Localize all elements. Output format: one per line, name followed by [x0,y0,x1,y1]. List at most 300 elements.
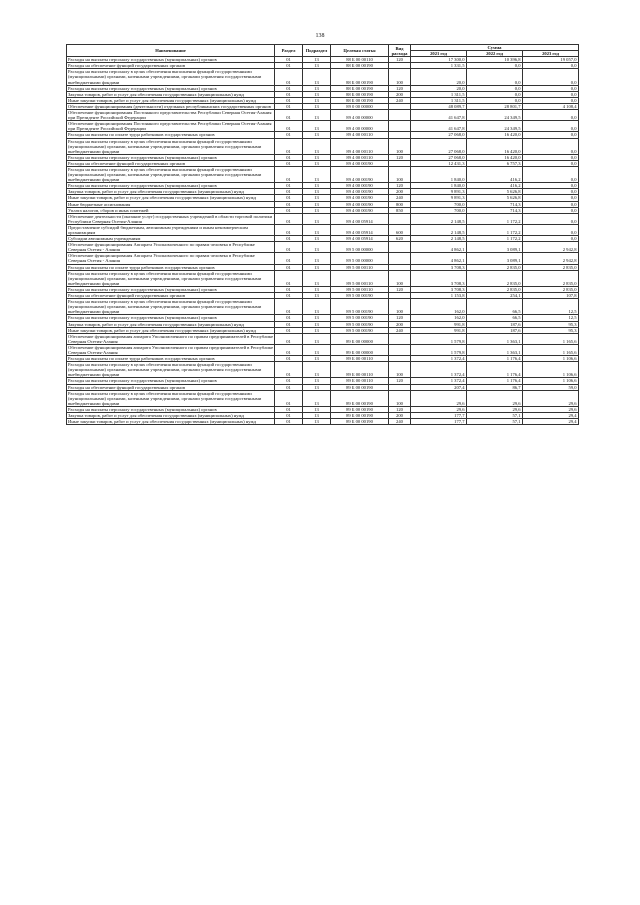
row-target-article: 89 5 00 00110 [331,270,389,286]
row-expense-type: 100 [389,138,411,154]
row-sum-2021: 41 647,8 [411,110,467,121]
row-target-article: 89 4 00 00000 [331,110,389,121]
row-target-article: 89 4 00 00190 [331,207,389,213]
row-sum-2021: 29,6 [411,390,467,406]
row-sum-2021: 3 708,3 [411,270,467,286]
row-podrazdel: 13 [303,384,331,390]
row-target-article: 89 4 00 00190 [331,183,389,189]
row-target-article: 89 4 00 00110 [331,132,389,138]
row-sum-2022: 2 835,0 [467,286,523,292]
row-podrazdel: 13 [303,207,331,213]
row-sum-2021: 27 068,0 [411,132,467,138]
row-sum-2023: 0,0 [523,224,579,235]
row-sum-2022: 16 420,0 [467,132,523,138]
row-expense-type: 120 [389,406,411,412]
row-sum-2022: 5 626,8 [467,195,523,201]
row-sum-2023: 12,5 [523,315,579,321]
row-sum-2023: 0,0 [523,63,579,69]
row-expense-type: 100 [389,299,411,315]
row-razdel: 01 [275,384,303,390]
row-podrazdel: 13 [303,57,331,63]
row-expense-type: 100 [389,166,411,182]
row-sum-2021: 3 708,3 [411,264,467,270]
row-sum-2022: 1 363,1 [467,333,523,344]
row-sum-2023: 0,0 [523,97,579,103]
row-name: Расходы на выплаты персоналу государственных (муниципальных) органов [67,57,275,63]
row-razdel: 01 [275,121,303,132]
row-sum-2021: 1 372,4 [411,356,467,362]
row-name: Субсидии автономным учреждениям [67,236,275,242]
row-sum-2023: 29,4 [523,419,579,425]
row-sum-2022: 57,1 [467,413,523,419]
row-target-article: 88 Б 00 00190 [331,63,389,69]
row-podrazdel: 13 [303,103,331,109]
row-sum-2021: 700,0 [411,207,467,213]
row-razdel: 01 [275,390,303,406]
row-name: Обеспечение функционирования Постоянного представительства Республики Северная Осетия-Алания при Президенте Российской Федерации [67,121,275,132]
row-name: Расходы на выплаты персоналу государственных (муниципальных) органов [67,154,275,160]
row-podrazdel: 13 [303,236,331,242]
row-sum-2023: 2 835,0 [523,264,579,270]
row-sum-2022: 2 835,0 [467,270,523,286]
row-target-article: 89 0 00 00000 [331,103,389,109]
table-row [67,121,579,132]
row-razdel: 01 [275,224,303,235]
row-sum-2023: 0,0 [523,160,579,166]
budget-table [66,44,579,425]
row-podrazdel: 13 [303,201,331,207]
table-row [67,333,579,344]
row-sum-2022: 5 626,8 [467,189,523,195]
row-sum-2021: 2 148,5 [411,236,467,242]
table-row [67,390,579,406]
row-sum-2023: 0,0 [523,213,579,224]
row-sum-2021: 20,0 [411,85,467,91]
row-expense-type: 200 [389,321,411,327]
row-podrazdel: 13 [303,315,331,321]
row-podrazdel: 13 [303,160,331,166]
row-expense-type: 100 [389,270,411,286]
row-name: Расходы на выплаты персоналу государственных (муниципальных) органов [67,406,275,412]
row-podrazdel: 13 [303,91,331,97]
row-sum-2022: 6 757,3 [467,160,523,166]
row-podrazdel: 13 [303,183,331,189]
row-sum-2023: 12,5 [523,299,579,315]
row-sum-2022: 0,0 [467,97,523,103]
row-name: Расходы на обеспечение функций государственных органов [67,160,275,166]
row-name: Расходы на обеспечение функций государственных органов [67,63,275,69]
row-name: Обеспечение функционирования аппарата Уполномоченного по правам предпринимателей в Республике Северная Осетия-Алания [68,344,273,355]
row-sum-2022: 10 396,8 [467,57,523,63]
row-sum-2023: 0,0 [523,189,579,195]
row-target-article: 89 4 00 00190 [331,201,389,207]
table-body [67,57,579,425]
row-razdel: 01 [275,201,303,207]
row-razdel: 01 [275,154,303,160]
row-expense-type: 200 [389,189,411,195]
row-sum-2023: 0,0 [523,138,579,154]
row-sum-2023: 1 106,6 [523,356,579,362]
row-razdel: 01 [275,69,303,85]
row-name: Уплата налогов, сборов и иных платежей [67,207,275,213]
row-expense-type: 800 [389,201,411,207]
row-sum-2021: 1 840,0 [411,166,467,182]
row-sum-2021: 27 068,0 [411,138,467,154]
row-sum-2022: 3 089,1 [467,253,523,264]
table-row [67,253,579,264]
row-target-article: 88 Б 00 00190 [331,69,389,85]
row-razdel: 01 [275,57,303,63]
row-name: Предоставление субсидий бюджетным, автономным учреждениям и иным некоммерческим организациям [67,224,275,235]
row-sum-2023: 4 108,4 [523,103,579,109]
row-target-article: 89 4 00 00110 [331,154,389,160]
row-sum-2022: 714,3 [467,201,523,207]
row-target-article: 89 5 00 00190 [331,315,389,321]
row-sum-2021: 177,7 [411,413,467,419]
row-sum-2022: 66,5 [467,315,523,321]
header-year-2022: 2022 год [467,51,523,57]
row-sum-2022: 0,0 [467,69,523,85]
row-sum-2022: 0,0 [467,63,523,69]
row-sum-2021: 1 579,8 [411,333,467,344]
table-header [67,45,579,57]
row-name: Расходы на выплаты персоналу в целях обеспечения выполнения функций государственными (муниципальными) органами, казенными учреждениями, органами управления государственными внебюджетными фондами [67,69,275,85]
row-sum-2021: 3 708,3 [411,286,467,292]
row-sum-2023: 0,0 [523,207,579,213]
row-target-article: 89 Б 00 00190 [331,413,389,419]
row-razdel: 01 [275,242,303,253]
row-sum-2023: 0,0 [523,183,579,189]
row-expense-type: 100 [389,390,411,406]
row-expense-type [389,253,411,264]
row-expense-type: 120 [389,154,411,160]
row-podrazdel: 13 [303,390,331,406]
row-name: Закупка товаров, работ и услуг для обеспечения государственных (муниципальных) нужд [67,91,275,97]
row-sum-2021: 1 331,5 [411,63,467,69]
row-sum-2023: 59,0 [523,384,579,390]
row-sum-2021: 41 647,8 [411,121,467,132]
row-sum-2021: 2 148,5 [411,213,467,224]
row-expense-type: 240 [389,195,411,201]
row-target-article: 88 Б 00 00190 [331,97,389,103]
row-podrazdel: 13 [303,327,331,333]
row-razdel: 01 [275,327,303,333]
row-razdel: 01 [275,362,303,378]
row-razdel: 01 [275,419,303,425]
row-podrazdel: 13 [303,419,331,425]
row-sum-2023: 0,0 [523,91,579,97]
row-podrazdel: 13 [303,344,331,355]
row-podrazdel: 13 [303,97,331,103]
row-target-article: 89 5 00 00190 [331,299,389,315]
row-sum-2022: 1 176,4 [467,378,523,384]
row-name: Расходы на выплаты персоналу государственных (муниципальных) органов [67,183,275,189]
row-sum-2022: 1 172,2 [467,236,523,242]
row-sum-2021: 162,0 [411,315,467,321]
row-sum-2022: 57,1 [467,419,523,425]
row-razdel: 01 [275,333,303,344]
row-expense-type [389,344,411,355]
row-expense-type: 200 [389,413,411,419]
row-name: Иные закупки товаров, работ и услуг для обеспечения государственных (муниципальных) нужд [67,195,275,201]
row-sum-2023: 2 942,8 [523,242,579,253]
row-expense-type: 120 [389,183,411,189]
row-podrazdel: 13 [303,293,331,299]
row-name: Расходы на выплаты персоналу в целях обеспечения выполнения функций государственными (муниципальными) органами, казенными учреждениями, органами управления государственными внебюджетными фондами [67,299,275,315]
row-sum-2023: 29,6 [523,406,579,412]
row-sum-2022: 187,6 [467,327,523,333]
row-sum-2021: 12 431,3 [411,160,467,166]
row-target-article: 89 5 00 00190 [331,327,389,333]
page-number: 138 [315,33,325,39]
row-podrazdel: 13 [303,213,331,224]
table-row [67,270,579,286]
row-sum-2023: 2 835,0 [523,286,579,292]
row-name: Расходы на выплаты персоналу в целях обеспечения выполнения функций государственными (муниципальными) органами, казенными учреждениями, органами управления государственными внебюджетными фондами [67,138,275,154]
row-target-article: 89 4 00 05914 [331,236,389,242]
row-podrazdel: 13 [303,132,331,138]
row-podrazdel: 13 [303,362,331,378]
row-razdel: 01 [275,270,303,286]
row-target-article: 89 4 00 00190 [331,166,389,182]
row-name: Иные закупки товаров, работ и услуг для обеспечения государственных (муниципальных) нужд [67,327,275,333]
row-target-article: 89 4 00 05914 [331,213,389,224]
row-razdel: 01 [275,103,303,109]
row-name: Иные закупки товаров, работ и услуг для обеспечения государственных (муниципальных) нужд [67,97,275,103]
row-expense-type: 850 [389,207,411,213]
row-expense-type: 600 [389,224,411,235]
header-podrazdel: Подраздел [303,45,331,57]
row-sum-2022: 29,6 [467,406,523,412]
row-razdel: 01 [275,356,303,362]
row-name: Обеспечение функционирования аппарата Уполномоченного по правам предпринимателей в Республике Северная Осетия-Алания [68,333,273,344]
row-podrazdel: 13 [303,413,331,419]
row-sum-2023: 1 165,6 [523,333,579,344]
header-sum: Сумма [411,45,579,51]
row-podrazdel: 13 [303,166,331,182]
row-expense-type [389,333,411,344]
row-razdel: 01 [275,195,303,201]
row-sum-2021: 991,8 [411,327,467,333]
row-podrazdel: 13 [303,299,331,315]
row-sum-2021: 20,0 [411,69,467,85]
table-row [67,213,579,224]
row-sum-2022: 1 363,1 [467,344,523,355]
row-razdel: 01 [275,132,303,138]
row-name: Расходы на выплаты персоналу в целях обеспечения выполнения функций государственными (муниципальными) органами, казенными учреждениями, органами управления государственными внебюджетными фондами [67,166,275,182]
row-sum-2021: 177,7 [411,419,467,425]
row-sum-2023: 0,0 [523,166,579,182]
row-razdel: 01 [275,63,303,69]
row-razdel: 01 [275,166,303,182]
row-podrazdel: 13 [303,121,331,132]
row-sum-2021: 1 372,4 [411,378,467,384]
row-name: Обеспечение функционирования Аппарата Уполномоченного по правам человека в Республике Северная Осетия - Алания [67,242,275,253]
row-name: Закупка товаров, работ и услуг для обеспечения государственных (муниципальных) нужд [67,189,275,195]
row-target-article: 88 Б 00 00110 [331,57,389,63]
header-razdel: Раздел [275,45,303,57]
row-razdel: 01 [275,344,303,355]
row-sum-2023: 0,0 [523,195,579,201]
row-razdel: 01 [275,406,303,412]
row-podrazdel: 13 [303,333,331,344]
row-name: Обеспечение функционирования (деятельности) отдельных республиканских государственных органов [67,103,275,109]
row-name: Расходы на обеспечение функций государственных органов [67,293,275,299]
row-expense-type: 120 [389,57,411,63]
row-name: Расходы на выплаты персоналу государственных (муниципальных) органов [67,315,275,321]
table-row [67,166,579,182]
table-row [67,362,579,378]
row-sum-2022: 24 349,5 [467,121,523,132]
row-podrazdel: 13 [303,406,331,412]
row-name: Расходы на выплаты персоналу в целях обеспечения выполнения функций государственными (муниципальными) органами, казенными учреждениями, органами управления государственными внебюджетными фондами [67,270,275,286]
row-sum-2021: 1 311,5 [411,91,467,97]
row-podrazdel: 13 [303,69,331,85]
row-sum-2021: 29,6 [411,406,467,412]
row-sum-2023: 0,0 [523,132,579,138]
row-target-article: 89 Б 00 00190 [331,406,389,412]
header-name: Наименование [67,45,275,57]
row-target-article: 89 5 00 00000 [331,242,389,253]
row-razdel: 01 [275,97,303,103]
row-name: Расходы на выплаты персоналу государственных (муниципальных) органов [67,378,275,384]
row-sum-2022: 714,3 [467,207,523,213]
row-name: Расходы на обеспечение функций государственных органов [67,384,275,390]
row-sum-2023: 0,0 [523,85,579,91]
row-expense-type: 120 [389,315,411,321]
row-target-article: 89 4 00 00190 [331,195,389,201]
table-row [67,419,579,425]
row-sum-2021: 162,0 [411,299,467,315]
row-target-article: 89 Б 00 00110 [331,362,389,378]
row-sum-2023: 19 057,0 [523,57,579,63]
row-sum-2023: 0,0 [523,201,579,207]
row-podrazdel: 13 [303,154,331,160]
table-row [67,110,579,121]
row-razdel: 01 [275,264,303,270]
row-expense-type [389,110,411,121]
row-target-article: 89 5 00 00110 [331,264,389,270]
row-sum-2021: 991,8 [411,321,467,327]
row-target-article: 89 5 00 00110 [331,286,389,292]
row-sum-2021: 1 372,4 [411,362,467,378]
row-sum-2021: 1 579,8 [411,344,467,355]
row-sum-2022: 24 349,5 [467,110,523,121]
row-sum-2023: 1 106,6 [523,378,579,384]
row-name: Расходы на выплаты персоналу в целях обеспечения выполнения функций государственными (муниципальными) органами, казенными учреждениями, органами управления государственными внебюджетными фондами [67,390,275,406]
row-podrazdel: 13 [303,63,331,69]
row-sum-2023: 2 835,0 [523,270,579,286]
row-name: Расходы на выплаты персоналу государственных (муниципальных) органов [67,85,275,91]
row-sum-2021: 9 891,3 [411,195,467,201]
row-target-article: 89 Б 00 00190 [331,419,389,425]
row-expense-type: 240 [389,419,411,425]
row-podrazdel: 13 [303,224,331,235]
row-target-article: 89 5 00 00190 [331,321,389,327]
row-name: Расходы на выплаты по оплате труда работников государственных органов [67,356,275,362]
table-row [67,242,579,253]
row-razdel: 01 [275,138,303,154]
row-expense-type: 240 [389,97,411,103]
row-sum-2023: 95,3 [523,321,579,327]
row-razdel: 01 [275,213,303,224]
row-razdel: 01 [275,236,303,242]
row-expense-type: 620 [389,236,411,242]
table-row [67,344,579,355]
row-target-article: 89 Б 00 00190 [331,384,389,390]
row-target-article: 89 Б 00 00000 [331,333,389,344]
row-podrazdel: 13 [303,138,331,154]
row-name: Закупка товаров, работ и услуг для обеспечения государственных (муниципальных) нужд [67,413,275,419]
row-target-article: 89 4 00 05914 [331,224,389,235]
table-row [67,69,579,85]
row-sum-2021: 9 891,3 [411,189,467,195]
row-expense-type [389,121,411,132]
row-sum-2022: 2 835,0 [467,264,523,270]
row-sum-2023: 0,0 [523,110,579,121]
row-sum-2022: 1 176,4 [467,356,523,362]
row-expense-type: 200 [389,91,411,97]
row-expense-type: 100 [389,69,411,85]
row-sum-2021: 4 862,1 [411,242,467,253]
row-expense-type [389,242,411,253]
row-expense-type: 240 [389,327,411,333]
row-sum-2021: 700,0 [411,201,467,207]
row-razdel: 01 [275,85,303,91]
row-podrazdel: 13 [303,85,331,91]
row-podrazdel: 13 [303,264,331,270]
row-sum-2022: 416,2 [467,183,523,189]
row-podrazdel: 13 [303,110,331,121]
row-sum-2023: 0,0 [523,121,579,132]
row-sum-2022: 1 172,2 [467,224,523,235]
row-podrazdel: 13 [303,356,331,362]
row-sum-2023: 107,8 [523,293,579,299]
row-target-article: 89 5 00 00190 [331,293,389,299]
row-target-article: 89 Б 00 00000 [331,344,389,355]
row-target-article: 89 Б 00 00110 [331,356,389,362]
row-razdel: 01 [275,189,303,195]
row-name: Иные бюджетные ассигнования [67,201,275,207]
row-name: Расходы на выплаты по оплате труда работников государственных органов [67,264,275,270]
row-target-article: 89 Б 00 00190 [331,390,389,406]
row-razdel: 01 [275,315,303,321]
row-sum-2021: 1 840,0 [411,183,467,189]
row-name: Обеспечение деятельности (оказание услуг) государственных учреждений в области торговой политики Республики Северная Осетия-Алания [67,213,275,224]
row-sum-2022: 3 089,1 [467,242,523,253]
table-row [67,138,579,154]
row-target-article: 89 4 00 00190 [331,160,389,166]
row-razdel: 01 [275,207,303,213]
row-sum-2022: 1 172,2 [467,213,523,224]
row-sum-2022: 66,5 [467,299,523,315]
row-razdel: 01 [275,253,303,264]
row-podrazdel: 13 [303,378,331,384]
row-sum-2022: 28 801,7 [467,103,523,109]
row-razdel: 01 [275,293,303,299]
row-expense-type: 120 [389,378,411,384]
row-podrazdel: 13 [303,321,331,327]
row-name: Иные закупки товаров, работ и услуг для обеспечения государственных (муниципальных) нужд [67,419,275,425]
row-sum-2023: 95,3 [523,327,579,333]
row-razdel: 01 [275,110,303,121]
row-sum-2023: 1 165,6 [523,344,579,355]
row-target-article: 88 Б 00 00190 [331,91,389,97]
row-razdel: 01 [275,378,303,384]
row-sum-2023: 1 106,6 [523,362,579,378]
row-name: Обеспечение функционирования Аппарата Уполномоченного по правам человека в Республике Северная Осетия - Алания [67,253,275,264]
row-sum-2021: 17 300,0 [411,57,467,63]
